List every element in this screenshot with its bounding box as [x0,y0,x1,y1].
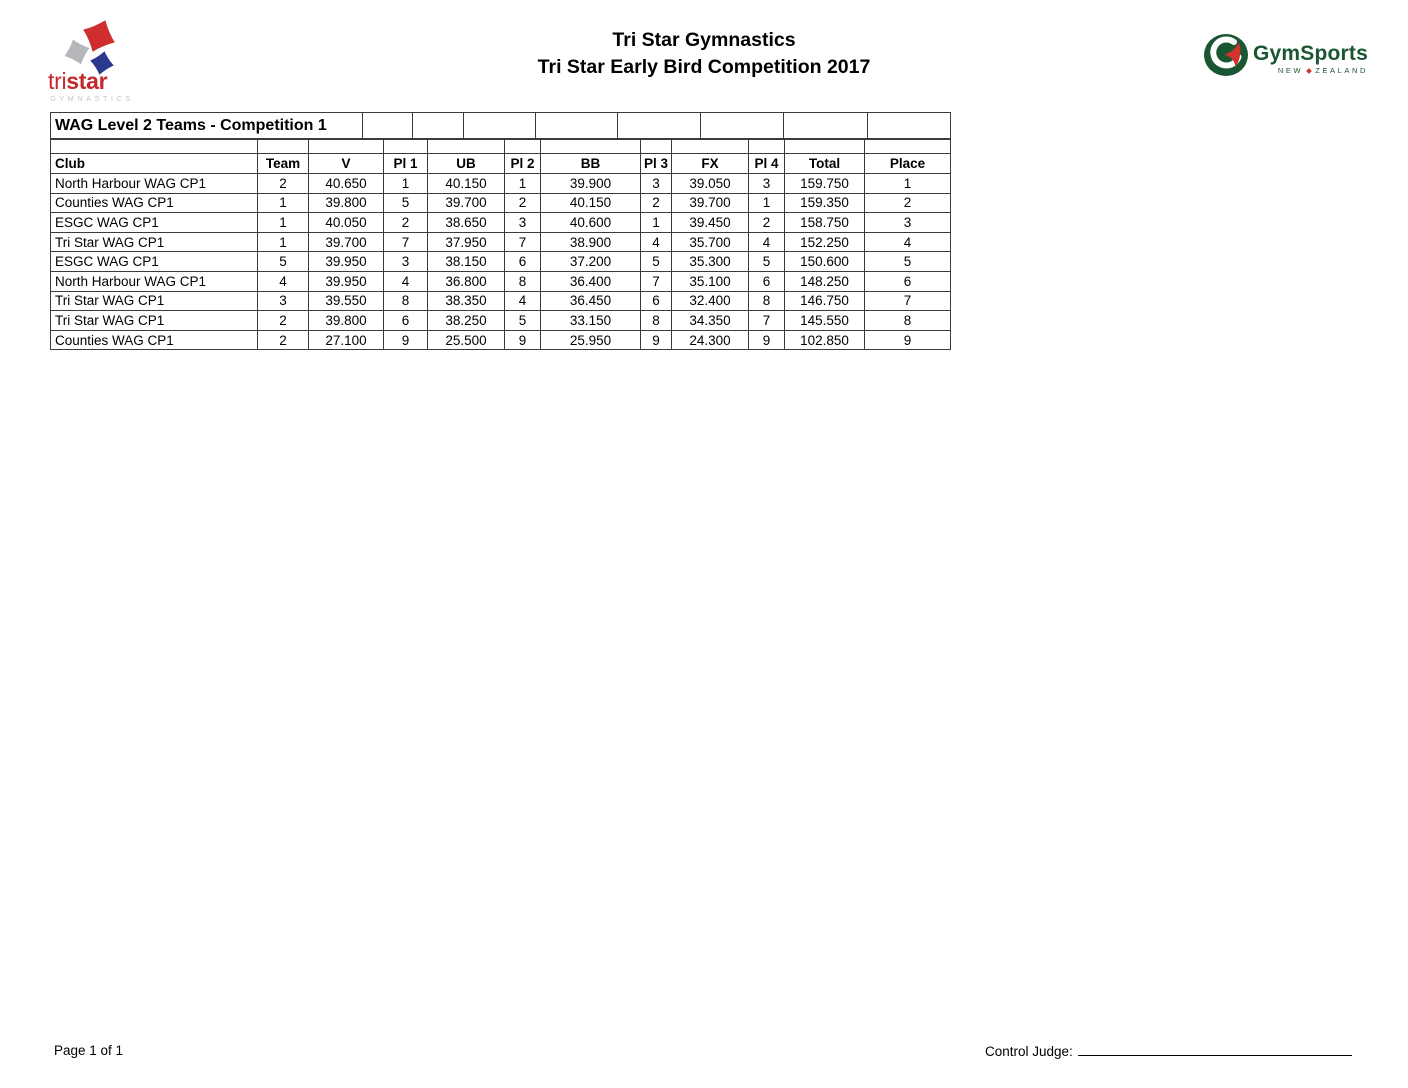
empty-cell [641,140,672,154]
value-cell: 102.850 [785,330,865,350]
table-row [51,291,951,311]
value-cell: 1 [641,213,672,233]
value-cell: 8 [749,291,785,311]
control-judge-label: Control Judge: [985,1044,1073,1059]
club-cell: Tri Star WAG CP1 [51,311,258,331]
spacer-row [51,140,951,154]
value-cell: 4 [865,232,951,252]
empty-cell [505,140,541,154]
value-cell: 38.650 [428,213,505,233]
value-cell: 3 [641,174,672,194]
table-row [51,252,951,272]
value-cell: 38.900 [541,232,641,252]
gymsports-name: GymSports [1253,42,1368,65]
empty-cell [309,140,384,154]
value-cell: 5 [865,252,951,272]
value-cell: 39.700 [428,193,505,213]
value-cell: 3 [258,291,309,311]
value-cell: 39.900 [541,174,641,194]
value-cell: 35.300 [672,252,749,272]
club-cell: Tri Star WAG CP1 [51,291,258,311]
value-cell: 158.750 [785,213,865,233]
value-cell: 9 [749,330,785,350]
value-cell: 3 [384,252,428,272]
table-row [51,174,951,194]
table-header-row [51,154,951,174]
table-row [51,193,951,213]
value-cell: 146.750 [785,291,865,311]
empty-cell [618,113,701,139]
value-cell: 1 [258,232,309,252]
value-cell: 39.050 [672,174,749,194]
value-cell: 2 [749,213,785,233]
table-row [51,330,951,350]
value-cell: 1 [384,174,428,194]
value-cell: 34.350 [672,311,749,331]
column-header-v: V [309,154,384,174]
column-header-club: Club [51,154,258,174]
value-cell: 40.600 [541,213,641,233]
page-title: Tri Star Gymnastics [612,29,796,51]
value-cell: 35.100 [672,271,749,291]
club-cell: ESGC WAG CP1 [51,213,258,233]
value-cell: 6 [865,271,951,291]
value-cell: 39.800 [309,311,384,331]
value-cell: 39.700 [309,232,384,252]
value-cell: 150.600 [785,252,865,272]
empty-cell [865,140,951,154]
control-judge [985,1043,1352,1059]
document-titles [0,27,1408,81]
empty-cell [363,113,413,139]
empty-cell [384,140,428,154]
value-cell: 3 [865,213,951,233]
column-header-fx: FX [672,154,749,174]
gymsports-text [1253,43,1368,75]
value-cell: 40.150 [428,174,505,194]
column-header-pl-2: Pl 2 [505,154,541,174]
value-cell: 27.100 [309,330,384,350]
value-cell: 32.400 [672,291,749,311]
value-cell: 6 [749,271,785,291]
control-judge-signature-line [1078,1043,1352,1056]
empty-cell [428,140,505,154]
value-cell: 1 [865,174,951,194]
value-cell: 8 [641,311,672,331]
value-cell: 2 [384,213,428,233]
value-cell: 2 [258,311,309,331]
value-cell: 2 [258,174,309,194]
club-cell: North Harbour WAG CP1 [51,271,258,291]
value-cell: 8 [505,271,541,291]
page-number: Page 1 of 1 [54,1043,124,1058]
value-cell: 3 [505,213,541,233]
value-cell: 4 [641,232,672,252]
value-cell: 8 [865,311,951,331]
column-header-pl-1: Pl 1 [384,154,428,174]
value-cell: 38.250 [428,311,505,331]
value-cell: 37.950 [428,232,505,252]
tristar-word-light: tri [48,68,67,94]
table-body [51,174,951,350]
table-row [51,213,951,233]
value-cell: 39.800 [309,193,384,213]
value-cell: 37.200 [541,252,641,272]
tristar-word-bold: star [66,68,108,94]
value-cell: 148.250 [785,271,865,291]
value-cell: 3 [749,174,785,194]
value-cell: 25.950 [541,330,641,350]
empty-cell [258,140,309,154]
club-cell: Counties WAG CP1 [51,330,258,350]
value-cell: 39.950 [309,271,384,291]
empty-cell [785,140,865,154]
gymsports-sub-new: NEW [1277,66,1304,75]
value-cell: 4 [749,232,785,252]
value-cell: 9 [865,330,951,350]
empty-cell [413,113,464,139]
column-header-pl-3: Pl 3 [641,154,672,174]
empty-cell [701,113,784,139]
value-cell: 5 [749,252,785,272]
column-header-pl-4: Pl 4 [749,154,785,174]
value-cell: 5 [258,252,309,272]
value-cell: 159.750 [785,174,865,194]
column-header-team: Team [258,154,309,174]
value-cell: 4 [505,291,541,311]
value-cell: 9 [641,330,672,350]
empty-cell [868,113,951,139]
value-cell: 8 [384,291,428,311]
results-table [50,139,951,350]
club-cell: Tri Star WAG CP1 [51,232,258,252]
red-diamond-icon [1306,68,1312,74]
gymsports-logo [1203,33,1368,77]
gymsports-mark-icon [1203,33,1249,77]
value-cell: 4 [384,271,428,291]
club-cell: ESGC WAG CP1 [51,252,258,272]
gymsports-sub-zealand: ZEALAND [1315,66,1368,75]
value-cell: 40.050 [309,213,384,233]
empty-cell [672,140,749,154]
value-cell: 36.800 [428,271,505,291]
value-cell: 9 [505,330,541,350]
value-cell: 1 [258,193,309,213]
value-cell: 145.550 [785,311,865,331]
value-cell: 6 [384,311,428,331]
value-cell: 5 [384,193,428,213]
value-cell: 6 [505,252,541,272]
gymsports-subtext [1253,66,1368,75]
value-cell: 7 [749,311,785,331]
empty-cell [784,113,868,139]
value-cell: 4 [258,271,309,291]
value-cell: 1 [258,213,309,233]
value-cell: 39.550 [309,291,384,311]
value-cell: 24.300 [672,330,749,350]
column-header-place: Place [865,154,951,174]
value-cell: 39.700 [672,193,749,213]
value-cell: 7 [384,232,428,252]
value-cell: 39.950 [309,252,384,272]
value-cell: 25.500 [428,330,505,350]
value-cell: 35.700 [672,232,749,252]
empty-cell [749,140,785,154]
value-cell: 1 [505,174,541,194]
value-cell: 39.450 [672,213,749,233]
club-cell: Counties WAG CP1 [51,193,258,213]
value-cell: 40.150 [541,193,641,213]
table-title-row [50,112,951,139]
column-header-total: Total [785,154,865,174]
table-title: WAG Level 2 Teams - Competition 1 [51,113,363,139]
value-cell: 7 [641,271,672,291]
value-cell: 38.150 [428,252,505,272]
value-cell: 38.350 [428,291,505,311]
value-cell: 40.650 [309,174,384,194]
value-cell: 2 [865,193,951,213]
value-cell: 152.250 [785,232,865,252]
table-row [51,271,951,291]
empty-cell [51,140,258,154]
value-cell: 7 [505,232,541,252]
value-cell: 2 [258,330,309,350]
value-cell: 5 [505,311,541,331]
value-cell: 36.400 [541,271,641,291]
empty-cell [464,113,536,139]
value-cell: 5 [641,252,672,272]
table-row [51,311,951,331]
value-cell: 2 [641,193,672,213]
club-cell: North Harbour WAG CP1 [51,174,258,194]
empty-cell [536,113,618,139]
value-cell: 9 [384,330,428,350]
value-cell: 159.350 [785,193,865,213]
column-header-bb: BB [541,154,641,174]
value-cell: 2 [505,193,541,213]
tristar-subtext: GYMNASTICS [50,94,134,103]
value-cell: 36.450 [541,291,641,311]
table-row [51,232,951,252]
value-cell: 6 [641,291,672,311]
value-cell: 7 [865,291,951,311]
value-cell: 1 [749,193,785,213]
value-cell: 33.150 [541,311,641,331]
page-subtitle: Tri Star Early Bird Competition 2017 [537,56,871,78]
column-header-ub: UB [428,154,505,174]
empty-cell [541,140,641,154]
